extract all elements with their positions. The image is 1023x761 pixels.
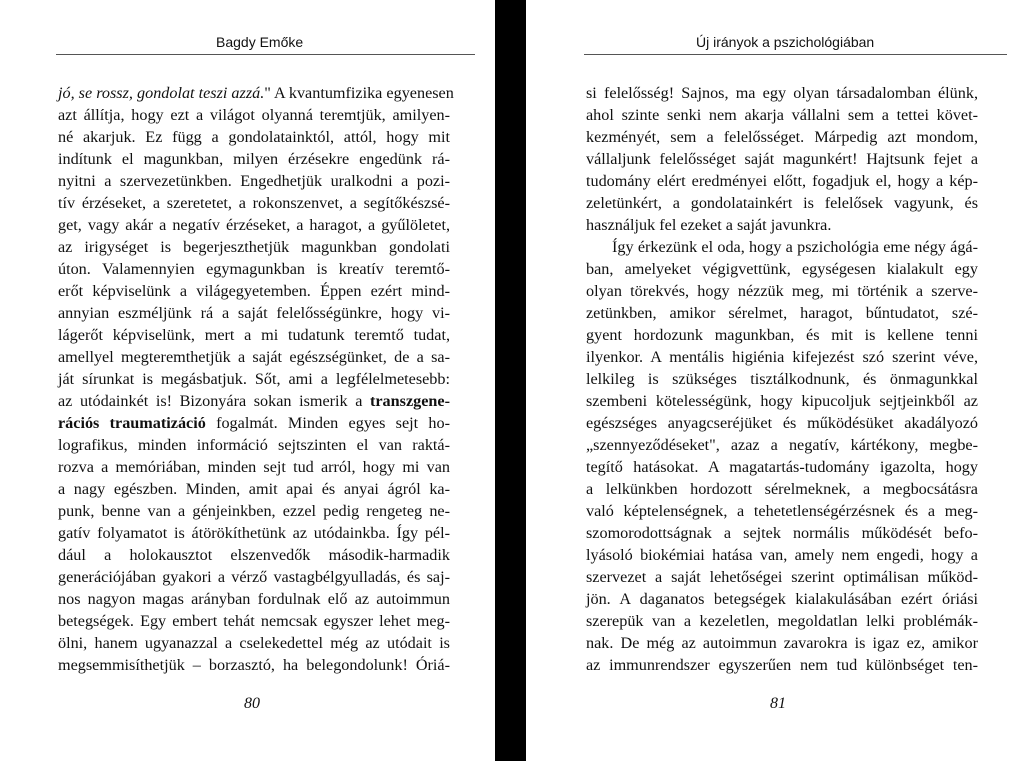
text-line: lyásoló biokémiai hatása van, amely nem engedi, hogy a — [586, 546, 978, 564]
text-line: tudomány elért eredményei előtt, fogadjuk el, hogy a kép- — [586, 172, 978, 190]
header-rule — [56, 54, 475, 55]
text-line: ahol szinte senki nem akarja vállalni sem a tettei követ- — [586, 106, 978, 124]
text-line: használjuk fel ezeket a saját javunkra. — [586, 216, 832, 234]
text-line: generációjában gyakori a vérző vastagbélgyulladás, és saj- — [58, 568, 450, 586]
text-line: jó, se rossz, gondolat teszi azzá." A kvantumfizika egyenesen — [58, 84, 454, 102]
text-line: tegítő hatásokat. A magatartás-tudomány igazolta, hogy — [586, 458, 978, 476]
text-line: rációs traumatizáció fogalmát. Minden egyes sejt ho- — [58, 414, 450, 432]
text-line: úton. Valamennyien egymagunkban is kreatív teremtő- — [58, 260, 450, 278]
text-line: zetünkben, amikor sérelmet, haragot, bűntudatot, szé- — [586, 304, 978, 322]
text-line: ban, amelyeket végigvettünk, egységesen kialakult egy — [586, 260, 978, 278]
text-line: erőt képviselünk a világegyetemben. Éppen ezért mind- — [58, 282, 450, 300]
text-line: egészséges anyagcseréjüket és működésüket akadályozó — [586, 414, 978, 432]
text-line: dául a holokausztot elszenvedők második-harmadik — [58, 546, 450, 564]
text-line: betegségek. Egy embert tehát nemcsak egyszer lehet meg- — [58, 612, 450, 630]
text-line: szervezet a saját lehetőségei szerint optimálisan működ- — [586, 568, 978, 586]
text-line: lografikus, minden információ sejtszinten el van raktá- — [58, 436, 450, 454]
text-line: nos nagyon magas arányban fordulnak elő az autoimmun — [58, 590, 450, 608]
text-line: szomorodottságnak a sejtek normális működését befo- — [586, 524, 978, 542]
page-number: 81 — [770, 695, 786, 712]
text-line: gatív folyamatot is átörökíthetünk az utódainkba. Így pél- — [58, 524, 450, 542]
book-spine — [495, 0, 526, 761]
text-line: szerepük van a kezeletlen, megoldatlan lelki problémák- — [586, 612, 978, 630]
text-line: punk, benne van a génjeinkben, ezzel pedig rengeteg ne- — [58, 502, 450, 520]
left-page — [0, 0, 495, 761]
text-line: ját sírunkat is megásbatjuk. Sőt, ami a legfélelmetesebb: — [58, 370, 450, 388]
text-line: get, vagy akár a negatív érzéseket, a haragot, a gyűlöletet, — [58, 216, 450, 234]
left-page-body — [58, 82, 454, 676]
text-line: ilyenkor. A mentális higiénia kifejezést szó szerint véve, — [586, 348, 978, 366]
text-line: szembeni kötelességünk, hogy kipucoljuk sejtjeinkből az — [586, 392, 978, 410]
text-line: rozva a memóriában, minden sejt tud arról, hogy mi van — [58, 458, 450, 476]
text-line: nyitni a szervezetünkben. Engedhetjük uralkodni a pozi- — [58, 172, 450, 190]
text-line: gyent hordozunk magunkban, és mit is kellene tenni — [586, 326, 978, 344]
header-rule — [584, 54, 1007, 55]
text-line: „szennyeződéseket", azaz a negatív, kártékony, megbe- — [586, 436, 978, 454]
text-line: az immunrendszer egyszerűen nem tud különbséget ten- — [586, 656, 978, 674]
text-line: annyian eszméljünk rá a saját felelősségünkre, hogy vi- — [58, 304, 450, 322]
running-head-author: Bagdy Emőke — [216, 34, 304, 50]
text-line: indítunk el magunkban, milyen érzésekre engedünk rá- — [58, 150, 450, 168]
page-number: 80 — [244, 695, 260, 712]
text-line: zeletünkért, a gondolatainkért is felelősek vagyunk, és — [586, 194, 978, 212]
text-line: ölni, hanem ugyanazzal a cselekedettel még az utódait is — [58, 634, 450, 652]
text-line: olyan törekvés, hogy nézzük meg, mi történik a szerve- — [586, 282, 978, 300]
text-line: vállaljunk felelősséget saját magunkért! Hajtsunk fejet a — [586, 150, 978, 168]
text-line: lágerőt képviselünk, mert a mi tudatunk teremtő tudat, — [58, 326, 450, 344]
text-line: Így érkezünk el oda, hogy a pszichológia eme négy ágá- — [612, 238, 978, 256]
text-line: nak. De még az autoimmun zavarokra is igaz ez, amikor — [586, 634, 978, 652]
text-line: a lelkünkben hordozott sérelmeknek, a megbocsátásra — [586, 480, 978, 498]
text-line: való képtelenségnek, a tehetetlenségérzésnek és a meg- — [586, 502, 978, 520]
text-line: az irigységet is begerjeszthetjük magunkban gondolati — [58, 238, 450, 256]
running-head-title: Új irányok a pszichológiában — [696, 34, 875, 50]
text-line: né akarjuk. Ez függ a gondolatainktól, attól, hogy mit — [58, 128, 450, 146]
right-page — [526, 0, 1023, 761]
text-line: megsemmisíthetjük – borzasztó, ha belegondolunk! Óriá- — [58, 656, 450, 674]
text-line: azt állítja, hogy ezt a világot olyanná teremtjük, amilyen- — [58, 106, 450, 124]
text-line: a nagy egészben. Minden, amit apai és anyai ágról ka- — [58, 480, 450, 498]
text-line: jön. A daganatos betegségek kialakulásában ezért óriási — [586, 590, 978, 608]
text-line: lelkileg is szükséges tisztálkodnunk, és önmagunkkal — [586, 370, 978, 388]
right-page-body — [586, 82, 978, 676]
text-line: tív érzéseket, a szeretetet, a rokonszenvet, a segítőkészsé- — [58, 194, 450, 212]
text-line: az utódainkét is! Bizonyára sokan ismerik a transzgene- — [58, 392, 450, 410]
text-line: si felelősség! Sajnos, ma egy olyan társadalomban élünk, — [586, 84, 978, 102]
text-line: kezményét, sem a felelősséget. Márpedig azt mondom, — [586, 128, 978, 146]
text-line: amellyel megteremthetjük a saját egészségünket, de a sa- — [58, 348, 450, 366]
